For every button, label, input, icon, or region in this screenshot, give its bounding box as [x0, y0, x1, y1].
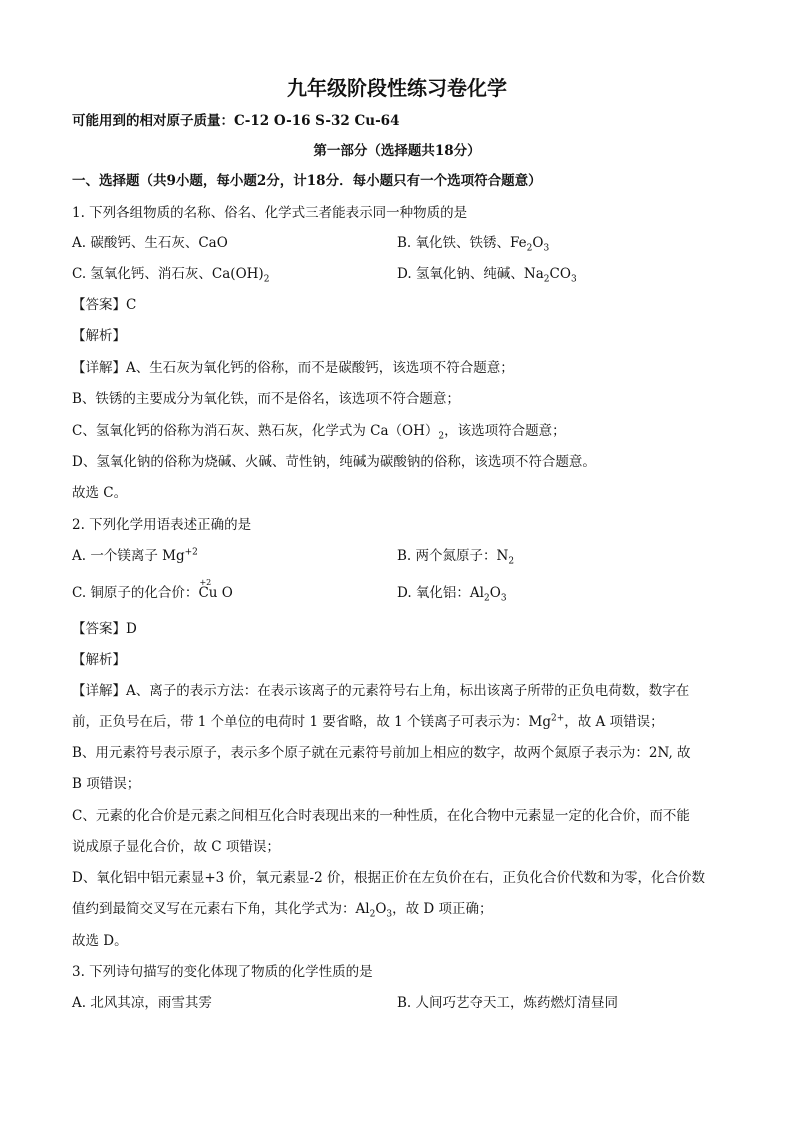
- q2-detail-5: C、元素的化合价是元素之间相互化合时表现出来的一种性质，在化合物中元素显一定的化合价，而不能: [72, 808, 690, 824]
- q2-analysis-label: 【解析】: [72, 652, 126, 668]
- q2-option-a: A. 一个镁离子 $Mg^{+2}$: [72, 547, 198, 564]
- q1-option-a: A. 碳酸钙、生石灰、CaO: [72, 235, 228, 251]
- q2-detail-2: 前，正负号在后，带 1 个单位的电荷时 1 要省略，故 1 个镁离子可表示为：$Mg^{2+}$，故 A 项错误；: [72, 713, 664, 730]
- q1-analysis-label: 【解析】: [72, 328, 126, 344]
- q3-option-a: A. 北风其凉，雨雪其雱: [72, 995, 212, 1011]
- page-title: 九年级阶段性练习卷化学: [287, 76, 507, 100]
- copper-valence-notation: +2 Cu O: [198, 578, 233, 601]
- q1-conclusion: 故选 C。: [72, 485, 128, 501]
- q3-stem: 3. 下列诗句描写的变化体现了物质的化学性质的是: [72, 964, 373, 980]
- q2-stem: 2. 下列化学用语表述正确的是: [72, 517, 252, 533]
- q1-detail-1: 【详解】A、生石灰为氧化钙的俗称，而不是碳酸钙，该选项不符合题意；: [72, 360, 514, 376]
- q2-detail-4: B 项错误；: [72, 776, 141, 792]
- q2-detail-7: D、氧化铝中铝元素显+3 价，氧元素显-2 价，根据正价在左负价在右，正负化合价代数和为零，化合价数: [72, 870, 705, 886]
- q2-option-c: C. 铜原子的化合价： +2 Cu O: [72, 578, 233, 601]
- part-heading: 第一部分（选择题共18分）: [313, 143, 481, 159]
- q2-detail-1: 【详解】A、离子的表示方法：在表示该离子的元素符号右上角，标出该离子所带的正负电荷数，数字在: [72, 683, 690, 699]
- q2-detail-8: 值约到最简交叉写在元素右下角，其化学式为：$Al_2O_3$，故 D 项正确；: [72, 901, 493, 920]
- q1-answer: 【答案】C: [72, 297, 137, 313]
- q1-detail-2: B、铁锈的主要成分为氧化铁，而不是俗名，该选项不符合题意；: [72, 391, 460, 407]
- q2-option-d: D. 氧化铝：$Al_2O_3$: [397, 585, 507, 604]
- q1-option-b: B. 氧化铁、铁锈、$Fe_2O_3$: [397, 235, 550, 254]
- q2-option-b: B. 两个氮原子：$N_2$: [397, 548, 515, 567]
- q2-conclusion: 故选 D。: [72, 933, 128, 949]
- section-heading: 一、选择题（共9小题，每小题2分，计18分．每小题只有一个选项符合题意）: [72, 173, 542, 189]
- q1-detail-3: C、氢氧化钙的俗称为消石灰、熟石灰，化学式为 $Ca(OH)_2$，该选项符合题意；: [72, 423, 566, 442]
- q1-option-d: D. 氢氧化钠、纯碱、$Na_2CO_3$: [397, 266, 577, 285]
- q2-detail-3: B、用元素符号表示原子，表示多个原子就在元素符号前加上相应的数字，故两个氮原子表示为：2N, 故: [72, 745, 691, 761]
- q2-detail-6: 说成原子显化合价，故 C 项错误；: [72, 839, 280, 855]
- q1-stem: 1. 下列各组物质的名称、俗名、化学式三者能表示同一种物质的是: [72, 205, 468, 221]
- q1-detail-4: D、氢氧化钠的俗称为烧碱、火碱、苛性钠，纯碱为碳酸钠的俗称，该选项不符合题意。: [72, 454, 596, 470]
- atomic-mass-line: 可能用到的相对原子质量：C-12 O-16 S-32 Cu-64: [72, 113, 400, 129]
- q3-option-b: B. 人间巧艺夺天工，炼药燃灯清昼同: [397, 995, 619, 1011]
- q2-answer: 【答案】D: [72, 621, 137, 637]
- q1-option-c: C. 氢氧化钙、消石灰、$Ca(OH)_2$: [72, 266, 270, 285]
